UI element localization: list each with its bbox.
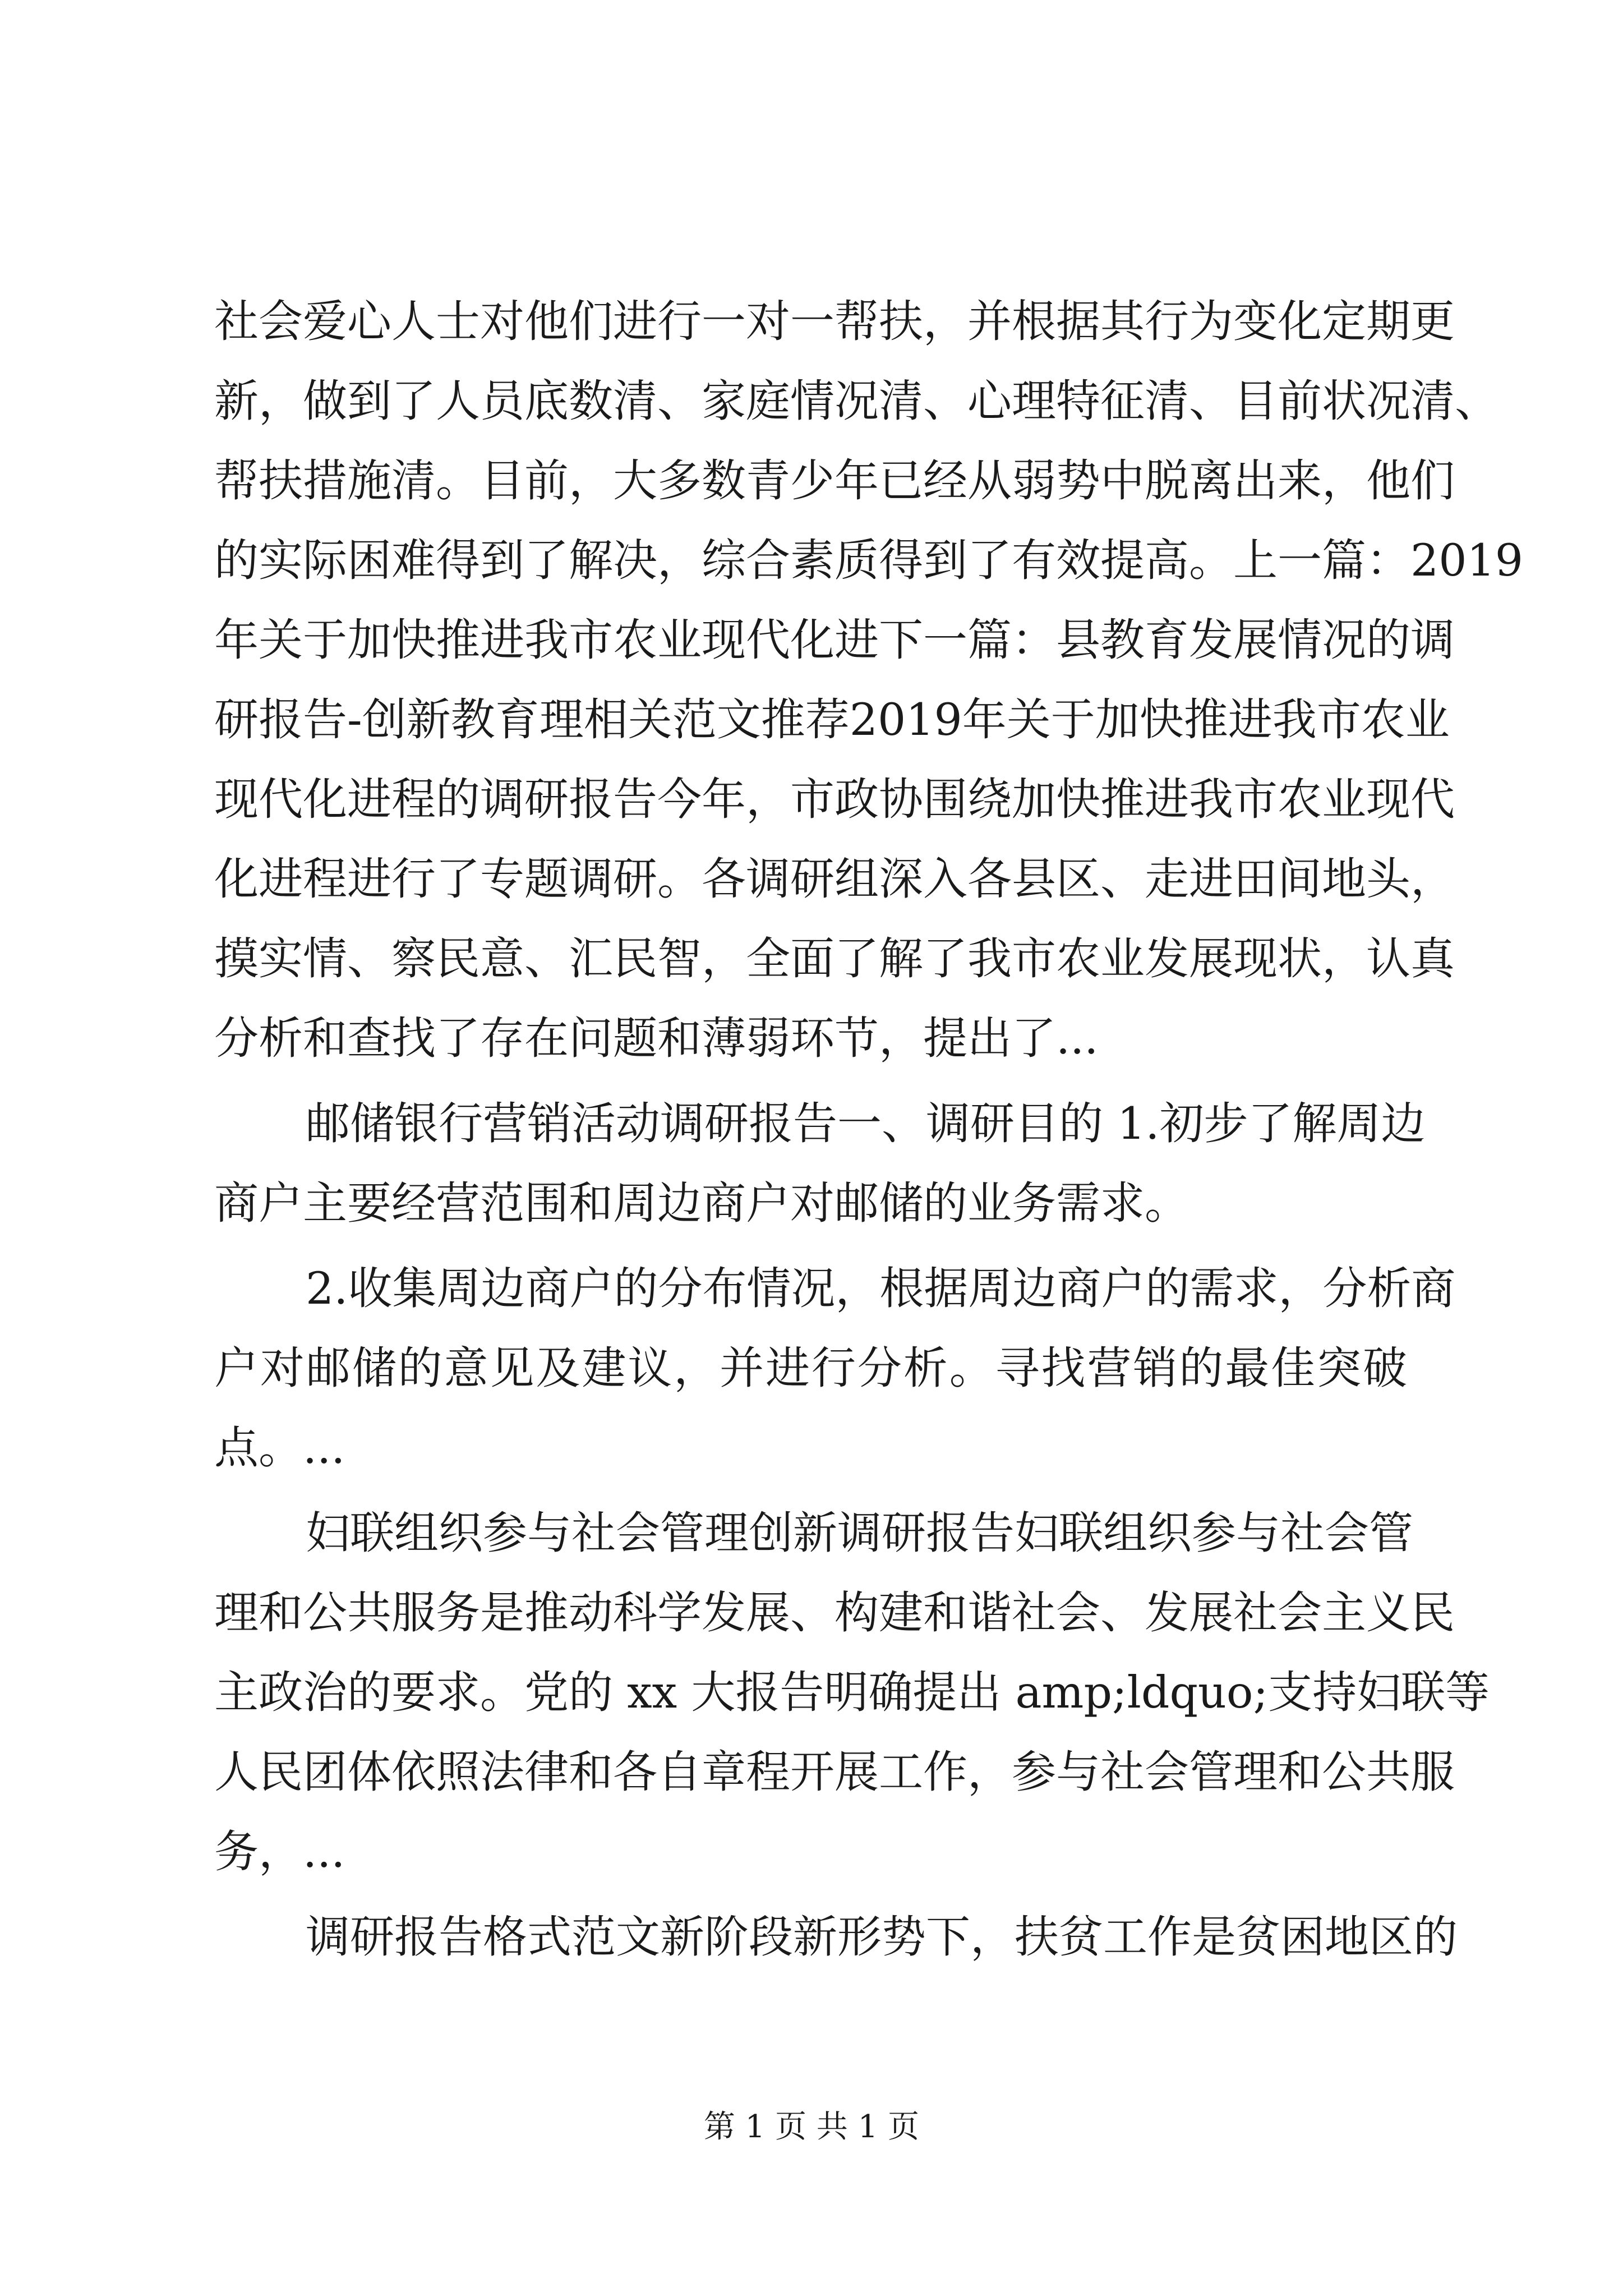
- text-line: 点。...: [214, 1422, 345, 1474]
- text-line: 人民团体依照法律和各自章程开展工作，参与社会管理和公共服: [214, 1746, 1455, 1798]
- text-line: 商户主要经营范围和周边商户对邮储的业务需求。: [214, 1177, 1189, 1229]
- text-line: 摸实情、察民意、汇民智，全面了解了我市农业发展现状，认真: [214, 933, 1455, 984]
- paragraph-first-line: 2.收集周边商户的分布情况，根据周边商户的需求，分析商: [306, 1263, 1456, 1314]
- text-line: 主政治的要求。党的 xx 大报告明确提出 amp;ldquo;支持妇联等: [214, 1667, 1490, 1718]
- page-footer: 第 1 页 共 1 页: [703, 2109, 920, 2145]
- text-line: 社会爱心人士对他们进行一对一帮扶，并根据其行为变化定期更: [214, 296, 1455, 347]
- text-line: 现代化进程的调研报告今年，市政协围绕加快推进我市农业现代: [214, 774, 1455, 825]
- text-line: 研报告-创新教育理相关范文推荐2019年关于加快推进我市农业: [214, 694, 1450, 746]
- text-line: 年关于加快推进我市农业现代化进下一篇：县教育发展情况的调: [214, 614, 1455, 666]
- paragraph-first-line: 调研报告格式范文新阶段新形势下，扶贫工作是贫困地区的: [306, 1911, 1458, 1963]
- text-line: 理和公共服务是推动科学发展、构建和谐社会、发展社会主义民: [214, 1587, 1455, 1639]
- text-line: 帮扶措施清。目前，大多数青少年已经从弱势中脱离出来，他们: [214, 455, 1455, 507]
- text-line: 化进程进行了专题调研。各调研组深入各县区、走进田间地头，: [214, 853, 1455, 905]
- text-line: 分析和查找了存在问题和薄弱环节，提出了...: [214, 1013, 1099, 1064]
- text-line: 户对邮储的意见及建议，并进行分析。寻找营销的最佳突破: [214, 1342, 1407, 1394]
- paragraph-first-line: 妇联组织参与社会管理创新调研报告妇联组织参与社会管: [306, 1507, 1413, 1559]
- paragraph-first-line: 邮储银行营销活动调研报告一、调研目的 1.初步了解周边: [306, 1098, 1426, 1149]
- text-line: 的实际困难得到了解决，综合素质得到了有效提高。上一篇：2019: [214, 535, 1524, 586]
- text-line: 务，...: [214, 1826, 345, 1878]
- text-line: 新，做到了人员底数清、家庭情况清、心理特征清、目前状况清、: [214, 375, 1499, 427]
